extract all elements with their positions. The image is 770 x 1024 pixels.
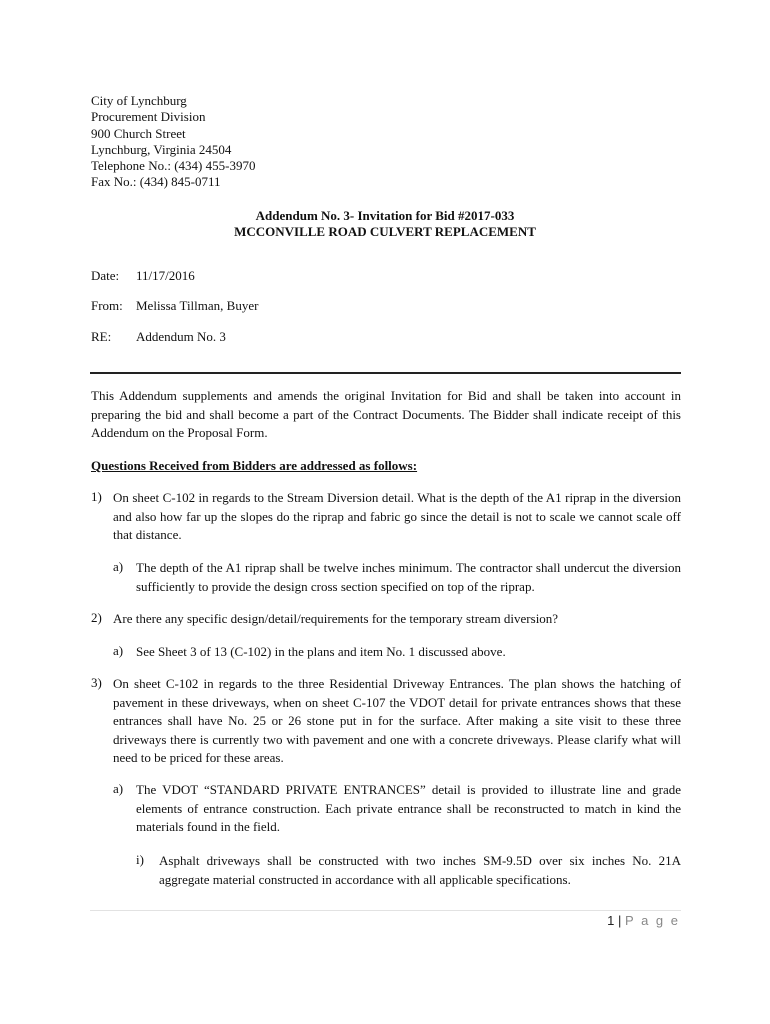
question-text: Are there any specific design/detail/requirements for the temporary stream diversion? (113, 611, 559, 626)
from-row (91, 298, 258, 314)
from-value: Melissa Tillman, Buyer (136, 298, 259, 313)
re-row (91, 329, 226, 345)
sub-answer-number: i) (136, 852, 144, 867)
re-label: RE: (91, 329, 112, 344)
title-line-1: Addendum No. 3- Invitation for Bid #2017-033 (255, 208, 515, 223)
item-number: 1) (91, 489, 102, 504)
page-word: P a g e (625, 913, 680, 928)
from-label: From: (91, 298, 123, 313)
question-text: On sheet C-102 in regards to the three Residential Driveway Entrances. The plan shows the hatching of pavement in these driveways, when on sheet C-107 the VDOT detail for private entrances shows that these entrances shall have No. 25 or 26 stone put in for the surface. After making a site visit to these three driveways there is currently two with pavement and one with a concrete driveways. Please clarify what will need to be priced for these areas. (113, 676, 681, 765)
title-line-2: MCCONVILLE ROAD CULVERT REPLACEMENT (234, 224, 536, 239)
date-row (91, 268, 195, 284)
intro-paragraph: This Addendum supplements and amends the original Invitation for Bid and shall be taken into account in preparing the bid and shall become a part of the Contract Documents. The Bidder shall indicate receipt of this Addendum on the Proposal Form. (91, 388, 681, 440)
item-number: 2) (91, 610, 102, 625)
divider-rule (90, 372, 681, 374)
questions-heading: Questions Received from Bidders are addressed as follows: (91, 458, 418, 473)
org-name: City of Lynchburg (91, 93, 187, 108)
telephone: Telephone No.: (434) 455-3970 (91, 158, 256, 174)
street-address: 900 Church Street (91, 125, 186, 141)
question-text: On sheet C-102 in regards to the Stream Diversion detail. What is the depth of the A1 riprap in the diversion and also how far up the slopes do the riprap and fabric go since the detail is not to scale we cannot scale off that distance. (113, 490, 681, 542)
city-state-zip: Lynchburg, Virginia 24504 (91, 141, 232, 157)
page-separator: | (618, 913, 622, 928)
answer-text: The VDOT “STANDARD PRIVATE ENTRANCES” detail is provided to illustrate line and grade elements of entrance construction. Each private entrance shall be reconstructed to match in kind the materials found in the field. (136, 782, 681, 834)
answer-number: a) (113, 559, 124, 574)
answer-text: See Sheet 3 of 13 (C-102) in the plans and item No. 1 discussed above. (136, 644, 506, 659)
sub-answer-text: Asphalt driveways shall be constructed with two inches SM-9.5D over six inches No. 21A aggregate material constructed in accordance with all applicable specifications. (159, 853, 681, 887)
re-value: Addendum No. 3 (136, 329, 226, 344)
item-number: 3) (91, 675, 102, 690)
date-value: 11/17/2016 (136, 268, 195, 283)
answer-number: a) (113, 643, 124, 658)
footer-rule (90, 910, 681, 911)
document-title (0, 208, 770, 240)
answer-number: a) (113, 781, 124, 796)
fax: Fax No.: (434) 845-0711 (91, 174, 221, 190)
page-number: 1 (607, 913, 615, 928)
answer-text: The depth of the A1 riprap shall be twelve inches minimum. The contractor shall undercut the diversion sufficiently to provide the design cross section specified on top of the riprap. (136, 560, 681, 594)
page-footer (0, 913, 680, 928)
date-label: Date: (91, 268, 120, 283)
division-name: Procurement Division (91, 109, 206, 125)
sender-address (91, 93, 255, 191)
